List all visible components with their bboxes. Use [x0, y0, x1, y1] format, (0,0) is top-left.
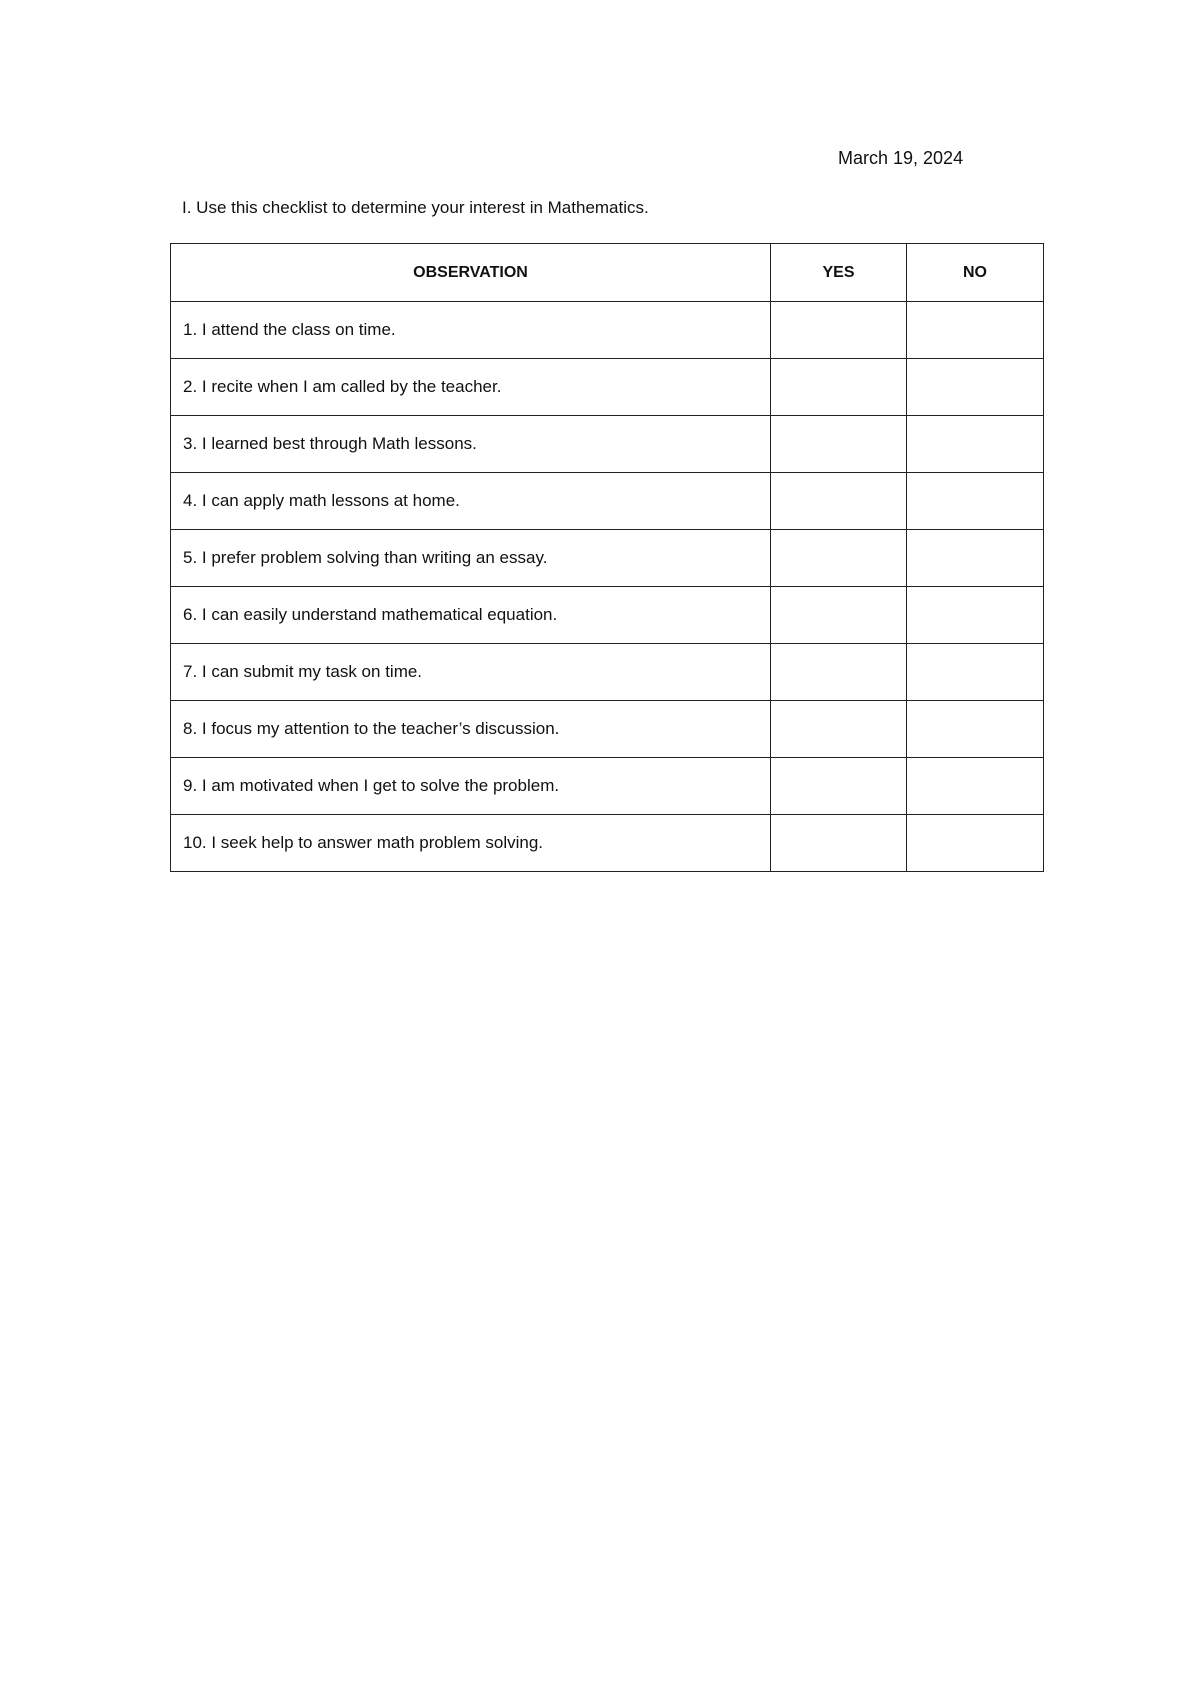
no-cell[interactable]: [907, 359, 1044, 416]
header-no: NO: [907, 244, 1044, 302]
observation-cell: 6. I can easily understand mathematical equation.: [171, 587, 771, 644]
no-cell[interactable]: [907, 473, 1044, 530]
table-row: [171, 359, 1044, 416]
yes-cell[interactable]: [771, 473, 907, 530]
yes-cell[interactable]: [771, 701, 907, 758]
table-row: [171, 701, 1044, 758]
no-cell[interactable]: [907, 302, 1044, 359]
observation-cell: 4. I can apply math lessons at home.: [171, 473, 771, 530]
interest-checklist-table: [170, 243, 1044, 872]
no-cell[interactable]: [907, 815, 1044, 872]
table-row: [171, 587, 1044, 644]
observation-cell: 3. I learned best through Math lessons.: [171, 416, 771, 473]
yes-cell[interactable]: [771, 302, 907, 359]
yes-cell[interactable]: [771, 359, 907, 416]
table-row: [171, 302, 1044, 359]
checklist-instruction: I. Use this checklist to determine your interest in Mathematics.: [182, 198, 649, 217]
observation-cell: 10. I seek help to answer math problem solving.: [171, 815, 771, 872]
table-header-row: [171, 244, 1044, 302]
yes-cell[interactable]: [771, 758, 907, 815]
observation-cell: 9. I am motivated when I get to solve the problem.: [171, 758, 771, 815]
no-cell[interactable]: [907, 644, 1044, 701]
observation-cell: 7. I can submit my task on time.: [171, 644, 771, 701]
table-row: [171, 530, 1044, 587]
yes-cell[interactable]: [771, 815, 907, 872]
yes-cell[interactable]: [771, 644, 907, 701]
no-cell[interactable]: [907, 701, 1044, 758]
observation-cell: 2. I recite when I am called by the teacher.: [171, 359, 771, 416]
no-cell[interactable]: [907, 530, 1044, 587]
table-row: [171, 473, 1044, 530]
observation-cell: 5. I prefer problem solving than writing an essay.: [171, 530, 771, 587]
no-cell[interactable]: [907, 587, 1044, 644]
yes-cell[interactable]: [771, 416, 907, 473]
table-row: [171, 758, 1044, 815]
no-cell[interactable]: [907, 416, 1044, 473]
no-cell[interactable]: [907, 758, 1044, 815]
table-row: [171, 644, 1044, 701]
header-yes: YES: [771, 244, 907, 302]
document-date: March 19, 2024: [838, 148, 964, 168]
yes-cell[interactable]: [771, 530, 907, 587]
observation-cell: 8. I focus my attention to the teacher’s discussion.: [171, 701, 771, 758]
header-observation: OBSERVATION: [171, 244, 771, 302]
observation-cell: 1. I attend the class on time.: [171, 302, 771, 359]
table-row: [171, 416, 1044, 473]
table-row: [171, 815, 1044, 872]
yes-cell[interactable]: [771, 587, 907, 644]
